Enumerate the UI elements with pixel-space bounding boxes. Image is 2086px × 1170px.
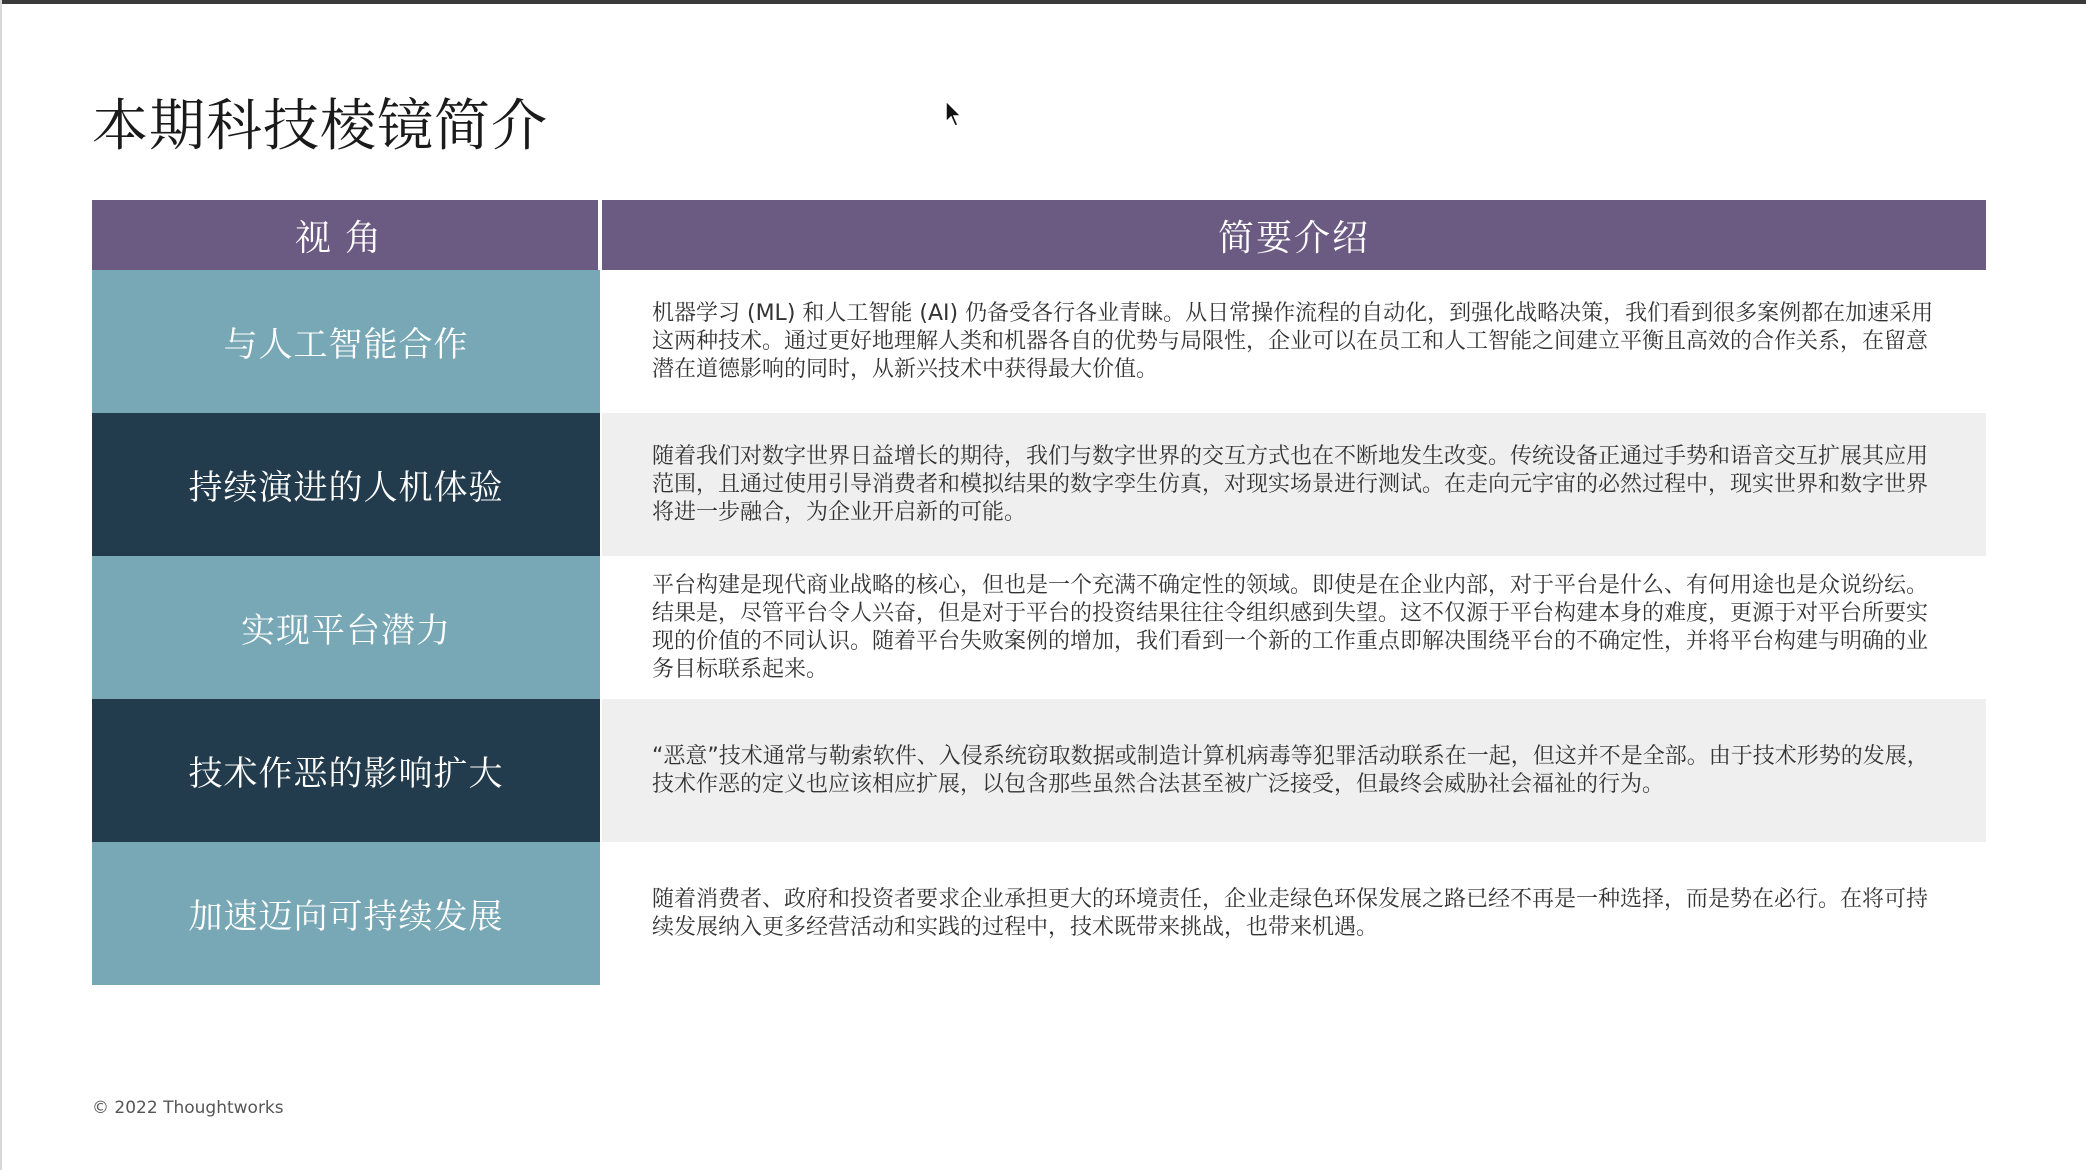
row-perspective: 实现平台潜力 <box>92 556 600 699</box>
slide-title: 本期科技棱镜简介 <box>92 94 548 159</box>
table-row <box>92 699 1986 842</box>
row-description <box>602 842 1986 985</box>
row-description-text: 随着我们对数字世界日益增长的期待，我们与数字世界的交互方式也在不断地发生改变。传统设备正通过手势和语音交互扩展其应用范围，且通过使用引导消费者和模拟结果的数字孪生仿真，对现实场景进行测试。在走向元宇宙的必然过程中，现实世界和数字世界将进一步融合，为企业开启新的可能。 <box>652 443 1929 525</box>
table-header <box>92 200 1986 270</box>
header-perspective: 视角 <box>92 200 598 270</box>
prism-table <box>92 200 1986 985</box>
mouse-pointer-icon <box>945 100 965 128</box>
row-description-text: 机器学习 (ML) 和人工智能 (AI) 仍备受各行各业青睐。从日常操作流程的自动化，到强化战略决策，我们看到很多案例都在加速采用这两种技术。通过更好地理解人类和机器各自的优势与局限性，企业可以在员工和人工智能之间建立平衡且高效的合作关系，在留意潜在道德影响的同时，从新兴技术中获得最大价值。 <box>652 300 1934 382</box>
table-row <box>92 413 1986 556</box>
row-description-text: “恶意”技术通常与勒索软件、入侵系统窃取数据或制造计算机病毒等犯罪活动联系在一起，但这并不是全部。由于技术形势的发展，技术作恶的定义也应该相应扩展，以包含那些虽然合法甚至被广泛接受，但最终会威胁社会福祉的行为。 <box>652 743 1929 797</box>
row-perspective: 与人工智能合作 <box>92 270 600 413</box>
table-row <box>92 270 1986 413</box>
window-left-border <box>0 0 2 1170</box>
row-description-text: 平台构建是现代商业战略的核心，但也是一个充满不确定性的领域。即使是在企业内部，对于平台是什么、有何用途也是众说纷纭。结果是，尽管平台令人兴奋，但是对于平台的投资结果往往令组织感到失望。这不仅源于平台构建本身的难度，更源于对平台所要实现的价值的不同认识。随着平台失败案例的增加，我们看到一个新的工作重点即解决围绕平台的不确定性，并将平台构建与明确的业务目标联系起来。 <box>652 572 1929 682</box>
table-row <box>92 556 1986 699</box>
row-description <box>602 556 1986 699</box>
row-perspective: 技术作恶的影响扩大 <box>92 699 600 842</box>
table-row <box>92 842 1986 985</box>
header-description: 简要介绍 <box>602 200 1986 270</box>
row-description <box>602 270 1986 413</box>
window-top-border <box>0 0 2086 4</box>
row-description-text: 随着消费者、政府和投资者要求企业承担更大的环境责任，企业走绿色环保发展之路已经不再是一种选择，而是势在必行。在将可持续发展纳入更多经营活动和实践的过程中，技术既带来挑战，也带来机遇。 <box>652 886 1929 940</box>
copyright-footer: © 2022 Thoughtworks <box>92 1098 284 1118</box>
row-perspective: 持续演进的人机体验 <box>92 413 600 556</box>
row-perspective: 加速迈向可持续发展 <box>92 842 600 985</box>
row-description <box>602 699 1986 842</box>
row-description <box>602 413 1986 556</box>
